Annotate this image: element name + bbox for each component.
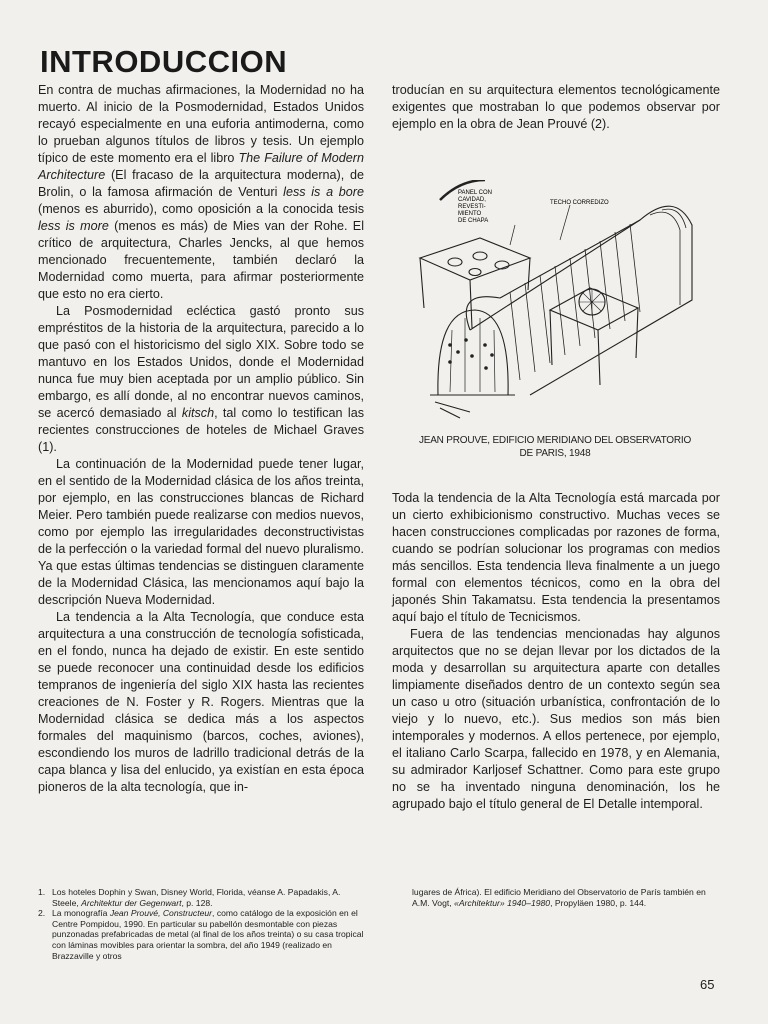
footnote: 2. La monografía Jean Prouvé, Constructeur, como catálogo de la exposición en el Centre Pompidou, 1990. En particular su pabellón desmontable con piezas punzonadas prefabricadas de metal (al final de los años treinta) o su casa tropical con láminas movibles para orientar la sombra, del año 1949 (realizado en Brazzaville y otros	[38, 908, 364, 961]
paragraph: troducían en su arquitectura elementos tecnológicamente exigentes que mostraban lo que podemos observar por ejemplo en la obra de Jean Prouvé (2).	[392, 83, 720, 131]
left-column	[38, 82, 364, 796]
right-column-top	[392, 82, 720, 133]
footnotes-right: lugares de África). El edificio Meridiano del Observatorio de París también en A.M. Vogt, «Architektur» 1940–1980, Propyläen 1980, p. 144.	[412, 887, 706, 908]
figure-label-techo: TECHO CORREDIZO	[550, 200, 609, 206]
paragraph: Fuera de las tendencias mencionadas hay algunos arquitectos que no se dejan llevar por los dictados de la moda y desarrollan su arquitectura aparte con detalles limpiamente diseñados dentro de un contexto según sea un caso u otro (situación urbanística, confrontación de lo viejo y lo nuevo, etc.). Sus medios son más bien intemporales y modernos. A ellos pertenece, por ejemplo, el italiano Carlo Scarpa, fallecido en 1978, y en Alemania, su admirador Karljosef Schattner. Como para este grupo no se ha inventado ninguna denominación, los he agrupado bajo el título general de El Detalle intemporal.	[392, 627, 720, 811]
right-column-bottom	[392, 490, 720, 813]
footnotes-left	[38, 887, 366, 961]
page-number: 65	[700, 977, 715, 992]
footnote: 1. Los hoteles Dophin y Swan, Disney World, Florida, véanse A. Papadakis, A. Steele, Architektur der Gegenwart, p. 128.	[38, 887, 341, 908]
paragraph: La tendencia a la Alta Tecnología, que conduce esta arquitectura a una construcción de tecnología sofisticada, en el fondo, nunca ha dejado de existir. En este sentido se puede reconocer una continuidad desde los edificios tempranos de ingeniería del siglo XIX hasta las recientes creaciones de N. Foster y R. Rogers. Mientras que la Modernidad clásica se dedica más a los aspectos formales del maquinismo (barcos, coches, aviones), escondiendo los muros de ladrillo tradicional detrás de la capa blanca y lisa del enlucido, ya existían en esta época pioneros de la alta tecnología, que in-	[38, 610, 364, 794]
figure-label-panel: PANEL CON CAVIDAD, REVESTI- MIENTO DE CHAPA	[458, 190, 493, 224]
figure-caption: JEAN PROUVE, EDIFICIO MERIDIANO DEL OBSERVATORIO DE PARIS, 1948	[418, 435, 692, 459]
page-title: INTRODUCCION	[40, 44, 288, 79]
paragraph: La continuación de la Modernidad puede tener lugar, en el sentido de la Modernidad clásica de los años treinta, por ejemplo, en las construcciones blancas de Richard Meier. Pero también puede realizarse con medios nuevos, como por ejemplo las irregularidades deconstructivistas de la perfección o la variedad formal del nuevo pluralismo. Ya que estas últimas tendencias se distinguen claramente de la Modernidad Clásica, las mencionamos aquí bajo la descripción Nueva Modernidad.	[38, 457, 364, 607]
paragraph: En contra de muchas afirmaciones, la Modernidad no ha muerto. Al inicio de la Posmodernidad, Estados Unidos recayó especialmente en una euforia antimoderna, como lo prueban algunos títulos de libros y tesis. Un ejemplo típico de este momento era el libro The Failure of Modern Architecture (El fracaso de la arquitectura moderna), de Brolin, o la famosa afirmación de Venturi less is a bore (menos es aburrido), como oposición a la conocida tesis less is more (menos es más) de Mies van der Rohe. El crítico de arquitectura, Charles Jencks, al que hemos mencionado frecuentemente, también declaró la Modernidad como muerta, para afirmar posteriormente que esto no era cierto.	[38, 83, 364, 301]
paragraph: Toda la tendencia de la Alta Tecnología está marcada por un cierto exhibicionismo constructivo. Muchas veces se hacen construcciones complicadas por razones de forma, cuando se podrían solucionar los programas con medios más sencillos. Esta tendencia lleva finalmente a un juego formal con elementos técnicos, como en la obra del japonés Shin Takamatsu. Esta tendencia la presentamos aquí bajo el título de Tecnicismos.	[392, 491, 720, 624]
paragraph: La Posmodernidad ecléctica gastó pronto sus empréstitos de la historia de la arquitectura, parecido a lo que pasó con el historicismo del siglo XIX. Sobre todo se mantuvo en los Estados Unidos, donde el Modernidad nunca fue muy bien aceptada por un amplio público. Sin embargo, es allí donde, al no encontrar nuevos caminos, se acercó demasiado al kitsch, tal como lo testifican las recientes construcciones de hoteles de Michael Graves (1).	[38, 304, 364, 454]
building-illustration	[410, 180, 710, 425]
